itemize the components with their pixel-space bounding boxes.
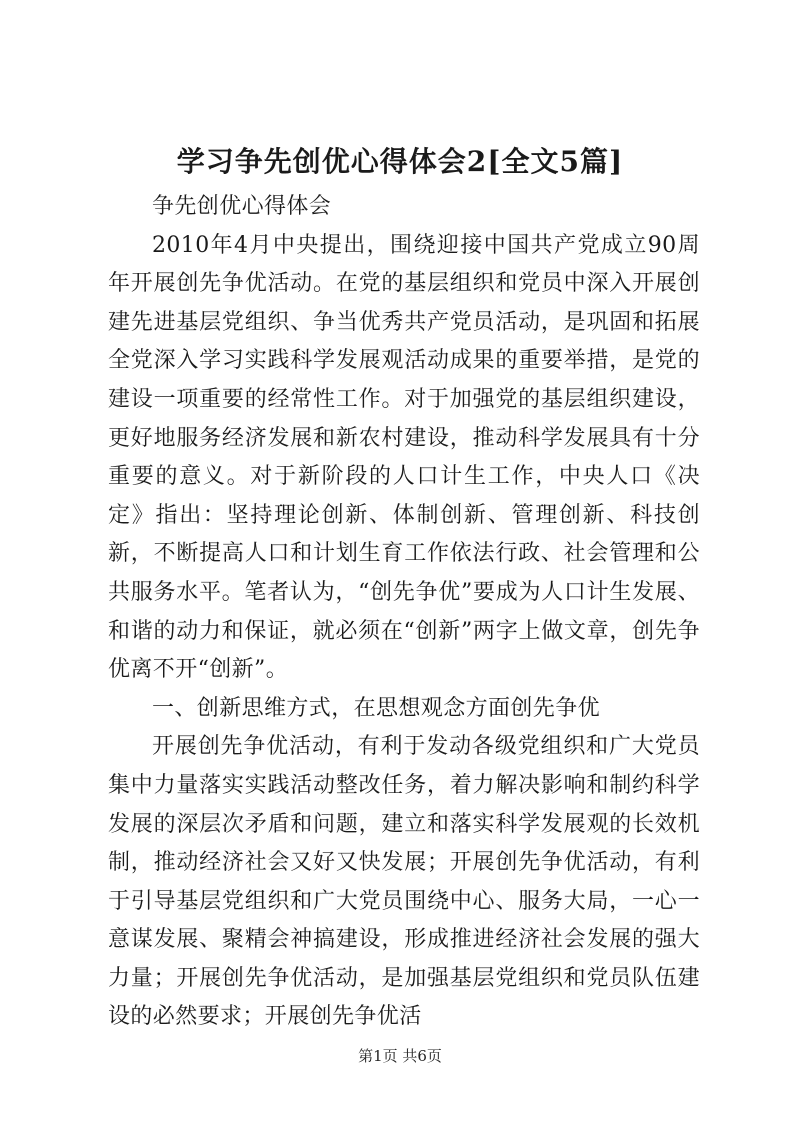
document-title: 学习争先创优心得体会2[全文5篇] <box>176 145 624 178</box>
section-heading: 一、创新思维方式，在思想观念方面创先争优 <box>152 695 601 721</box>
paragraph: 2010年4月中央提出，围绕迎接中国共产党成立90周年开展创先争优活动。在党的基层组织和党员中深入开展创建先进基层党组织、争当优秀共产党员活动，是巩固和拓展全党深入学习实践科学发展观活动成果的重要举措，是党的建设一项重要的经常性工作。对于加强党的基层组织建设，更好地服务经济发展和新农村建设，推动科学发展具有十分重要的意义。对于新阶段的人口计生工作，中央人口《决定》指出：坚持理论创新、体制创新、管理创新、科技创新，不断提高人口和计划生育工作依法行政、社会管理和公共服务水平。笔者认为，“创先争优”要成为人口计生发展、和谐的动力和保证，就必须在“创新”两字上做文章，创先争优离不开“创新”。 <box>108 232 700 683</box>
section-heading: 争先创优心得体会 <box>152 194 332 219</box>
paragraph: 开展创先争优活动，有利于发动各级党组织和广大党员集中力量落实实践活动整改任务，着力解决影响和制约科学发展的深层次矛盾和问题，建立和落实科学发展观的长效机制，推动经济社会又好又快发展；开展创先争优活动，有利于引导基层党组织和广大党员围绕中心、服务大局，一心一意谋发展、聚精会神搞建设，形成推进经济社会发展的强大力量；开展创先争优活动，是加强基层党组织和党员队伍建设的必然要求；开展创先争优活 <box>108 734 700 1030</box>
document-body <box>108 188 700 1037</box>
page-footer: 第1页 共6页 <box>358 1047 442 1065</box>
